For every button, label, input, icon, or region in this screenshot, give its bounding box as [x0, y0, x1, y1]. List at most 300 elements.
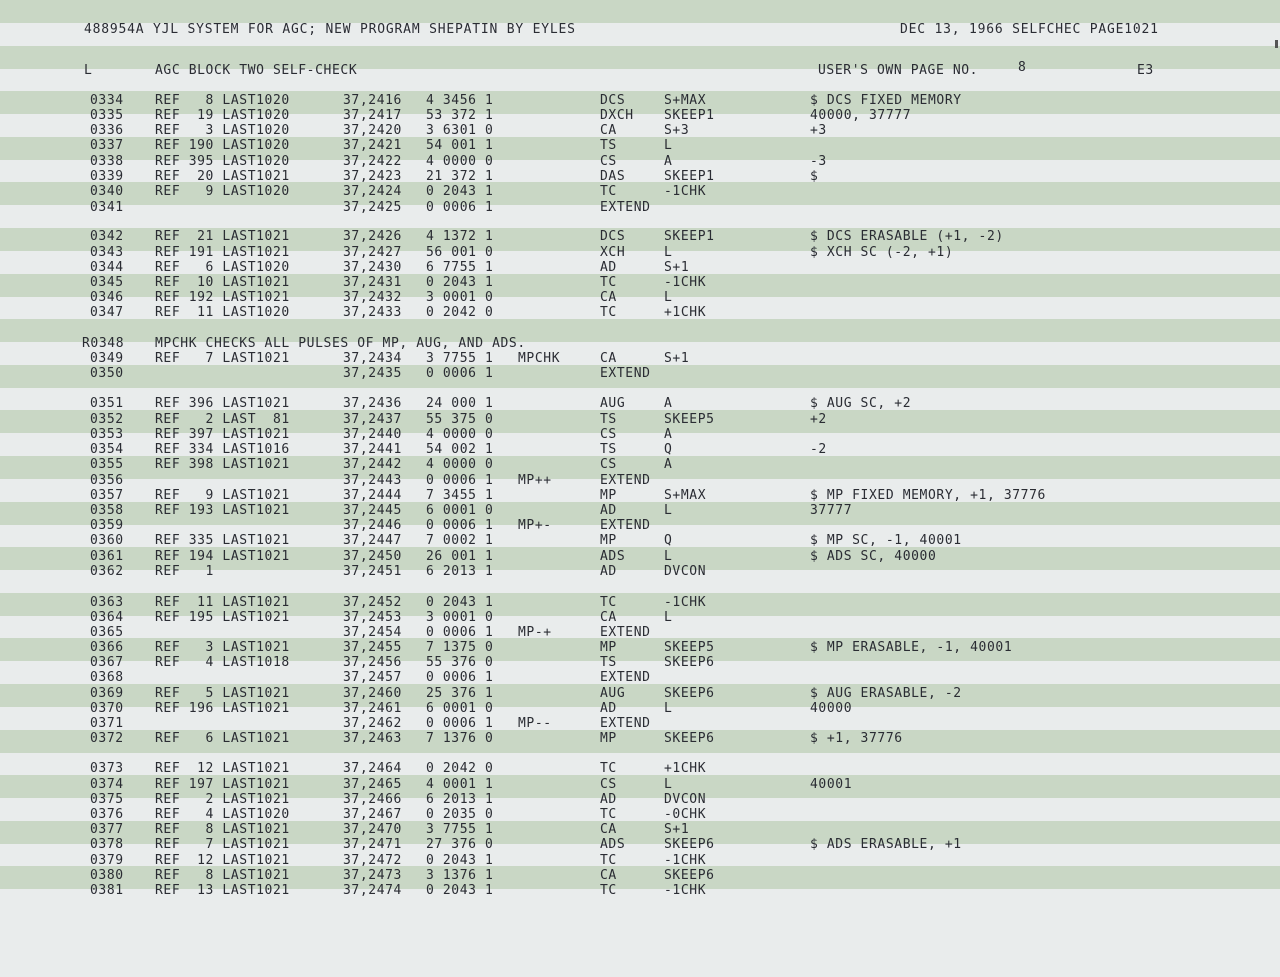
comment: $ AUG SC, +2	[810, 396, 912, 411]
listing-line	[0, 184, 1280, 199]
line-number: 0356	[90, 473, 124, 488]
operand: SKEEP6	[664, 655, 715, 670]
listing-line	[0, 503, 1280, 518]
line-number: 0360	[90, 533, 124, 548]
line-number: 0379	[90, 853, 124, 868]
reference: REF 398 LAST1021	[155, 457, 290, 472]
opcode: DCS	[600, 93, 626, 108]
listing-line	[0, 169, 1280, 184]
comment: +2	[810, 412, 827, 427]
line-number: 0359	[90, 518, 124, 533]
address: 37,2474	[343, 883, 402, 898]
comment: 40000	[810, 701, 853, 716]
comment: $ MP SC, -1, 40001	[810, 533, 962, 548]
address: 37,2443	[343, 473, 402, 488]
address: 37,2447	[343, 533, 402, 548]
octal-code: 0 2043 1	[426, 275, 494, 290]
address: 37,2430	[343, 260, 402, 275]
comment: 40000, 37777	[810, 108, 912, 123]
line-number: 0334	[90, 93, 124, 108]
paper-edge-mark	[1275, 40, 1278, 48]
reference: REF 10 LAST1021	[155, 275, 290, 290]
line-number: 0368	[90, 670, 124, 685]
line-number: 0361	[90, 549, 124, 564]
opcode: CS	[600, 427, 617, 442]
address: 37,2452	[343, 595, 402, 610]
address: 37,2473	[343, 868, 402, 883]
octal-code: 6 0001 0	[426, 701, 494, 716]
operand: A	[664, 427, 673, 442]
line-number: 0350	[90, 366, 124, 381]
opcode: EXTEND	[600, 625, 651, 640]
line-number: 0376	[90, 807, 124, 822]
octal-code: 0 2035 0	[426, 807, 494, 822]
octal-code: 6 2013 1	[426, 792, 494, 807]
reference: REF 8 LAST1020	[155, 93, 290, 108]
listing-line	[0, 200, 1280, 215]
octal-code: 54 002 1	[426, 442, 494, 457]
octal-code: 4 0000 0	[426, 427, 494, 442]
listing-line	[0, 868, 1280, 883]
comment: +3	[810, 123, 827, 138]
octal-code: 27 376 0	[426, 837, 494, 852]
line-number: 0346	[90, 290, 124, 305]
line-number: 0338	[90, 154, 124, 169]
operand: SKEEP1	[664, 229, 715, 244]
line-number: R0348	[82, 336, 125, 351]
opcode: TC	[600, 883, 617, 898]
opcode: EXTEND	[600, 200, 651, 215]
comment: -3	[810, 154, 827, 169]
reference: REF 11 LAST1020	[155, 305, 290, 320]
octal-code: 4 0001 1	[426, 777, 494, 792]
listing-line	[0, 549, 1280, 564]
comment: 37777	[810, 503, 853, 518]
operand: -1CHK	[664, 184, 707, 199]
operand: L	[664, 503, 673, 518]
line-number: 0371	[90, 716, 124, 731]
opcode: TC	[600, 275, 617, 290]
reference: REF 197 LAST1021	[155, 777, 290, 792]
octal-code: 0 0006 1	[426, 625, 494, 640]
operand: SKEEP6	[664, 731, 715, 746]
listing-line	[0, 670, 1280, 685]
address: 37,2456	[343, 655, 402, 670]
comment: $ ADS ERASABLE, +1	[810, 837, 962, 852]
octal-code: 3 0001 0	[426, 290, 494, 305]
reference: REF 7 LAST1021	[155, 351, 290, 366]
listing-line	[0, 655, 1280, 670]
line-number: 0374	[90, 777, 124, 792]
reference: REF 397 LAST1021	[155, 427, 290, 442]
operand: S+1	[664, 351, 690, 366]
line-number: 0380	[90, 868, 124, 883]
octal-code: 0 2042 0	[426, 305, 494, 320]
listing-line	[0, 518, 1280, 533]
line-number: 0378	[90, 837, 124, 852]
opcode: TS	[600, 412, 617, 427]
address: 37,2417	[343, 108, 402, 123]
opcode: ADS	[600, 837, 626, 852]
reference: REF 395 LAST1020	[155, 154, 290, 169]
octal-code: 7 3455 1	[426, 488, 494, 503]
comment: -2	[810, 442, 827, 457]
listing-line	[0, 822, 1280, 837]
operand: S+1	[664, 260, 690, 275]
octal-code: 55 376 0	[426, 655, 494, 670]
listing-line	[0, 686, 1280, 701]
listing-line	[0, 701, 1280, 716]
comment: $ AUG ERASABLE, -2	[810, 686, 962, 701]
reference: REF 193 LAST1021	[155, 503, 290, 518]
operand: -1CHK	[664, 275, 707, 290]
reference: REF 191 LAST1021	[155, 245, 290, 260]
operand: SKEEP5	[664, 412, 715, 427]
listing-line	[0, 427, 1280, 442]
reference: REF 19 LAST1020	[155, 108, 290, 123]
page-code: E3	[1137, 63, 1154, 78]
octal-code: 26 001 1	[426, 549, 494, 564]
operand: SKEEP1	[664, 108, 715, 123]
reference: REF 396 LAST1021	[155, 396, 290, 411]
listing-line	[0, 457, 1280, 472]
address: 37,2471	[343, 837, 402, 852]
operand: A	[664, 396, 673, 411]
line-number: 0367	[90, 655, 124, 670]
listing-line	[0, 792, 1280, 807]
listing-line	[0, 777, 1280, 792]
octal-code: 4 0000 0	[426, 154, 494, 169]
symbol-label: MP++	[518, 473, 552, 488]
address: 37,2416	[343, 93, 402, 108]
address: 37,2435	[343, 366, 402, 381]
operand: A	[664, 154, 673, 169]
address: 37,2423	[343, 169, 402, 184]
operand: A	[664, 457, 673, 472]
octal-code: 7 1375 0	[426, 640, 494, 655]
address: 37,2460	[343, 686, 402, 701]
address: 37,2457	[343, 670, 402, 685]
octal-code: 56 001 0	[426, 245, 494, 260]
operand: S+MAX	[664, 488, 707, 503]
reference: REF 335 LAST1021	[155, 533, 290, 548]
address: 37,2420	[343, 123, 402, 138]
comment: $ MP ERASABLE, -1, 40001	[810, 640, 1013, 655]
opcode: AD	[600, 503, 617, 518]
address: 37,2421	[343, 138, 402, 153]
opcode: TC	[600, 305, 617, 320]
line-number: 0377	[90, 822, 124, 837]
operand: S+3	[664, 123, 690, 138]
octal-code: 3 7755 1	[426, 822, 494, 837]
address: 37,2467	[343, 807, 402, 822]
octal-code: 3 1376 1	[426, 868, 494, 883]
line-number: 0364	[90, 610, 124, 625]
listing-line	[0, 154, 1280, 169]
listing-line	[0, 625, 1280, 640]
line-number: 0351	[90, 396, 124, 411]
header-title: 488954A YJL SYSTEM FOR AGC; NEW PROGRAM SHEPATIN BY EYLES	[84, 22, 576, 37]
address: 37,2431	[343, 275, 402, 290]
opcode: XCH	[600, 245, 626, 260]
reference: REF 12 LAST1021	[155, 853, 290, 868]
address: 37,2464	[343, 761, 402, 776]
line-number: 0381	[90, 883, 124, 898]
line-number: 0341	[90, 200, 124, 215]
reference: REF 334 LAST1016	[155, 442, 290, 457]
address: 37,2462	[343, 716, 402, 731]
octal-code: 0 0006 1	[426, 670, 494, 685]
octal-code: 0 0006 1	[426, 473, 494, 488]
octal-code: 0 0006 1	[426, 518, 494, 533]
operand: L	[664, 549, 673, 564]
operand: L	[664, 245, 673, 260]
opcode: CA	[600, 351, 617, 366]
line-number: 0373	[90, 761, 124, 776]
opcode: AUG	[600, 686, 626, 701]
reference: REF 11 LAST1021	[155, 595, 290, 610]
header-date-page: DEC 13, 1966 SELFCHEC PAGE1021	[900, 22, 1159, 37]
operand: -0CHK	[664, 807, 707, 822]
address: 37,2455	[343, 640, 402, 655]
operand: +1CHK	[664, 305, 707, 320]
opcode: TC	[600, 807, 617, 822]
opcode: EXTEND	[600, 366, 651, 381]
reference: REF 196 LAST1021	[155, 701, 290, 716]
listing-line	[0, 853, 1280, 868]
octal-code: 0 2043 1	[426, 853, 494, 868]
address: 37,2445	[343, 503, 402, 518]
reference: REF 13 LAST1021	[155, 883, 290, 898]
address: 37,2472	[343, 853, 402, 868]
opcode: TC	[600, 595, 617, 610]
line-number: 0353	[90, 427, 124, 442]
comment: $ XCH SC (-2, +1)	[810, 245, 954, 260]
address: 37,2465	[343, 777, 402, 792]
listing-line	[0, 275, 1280, 290]
comment: $	[810, 169, 819, 184]
line-number: 0344	[90, 260, 124, 275]
address: 37,2434	[343, 351, 402, 366]
listing-line	[0, 123, 1280, 138]
opcode: AD	[600, 792, 617, 807]
opcode: AD	[600, 260, 617, 275]
reference: REF 4 LAST1018	[155, 655, 290, 670]
address: 37,2426	[343, 229, 402, 244]
operand: SKEEP5	[664, 640, 715, 655]
line-number: 0372	[90, 731, 124, 746]
line-number: 0337	[90, 138, 124, 153]
listing-line	[0, 837, 1280, 852]
line-number: 0343	[90, 245, 124, 260]
reference: MPCHK CHECKS ALL PULSES OF MP, AUG, AND ADS.	[155, 336, 526, 351]
operand: SKEEP6	[664, 868, 715, 883]
opcode: TS	[600, 442, 617, 457]
listing-line	[0, 610, 1280, 625]
address: 37,2441	[343, 442, 402, 457]
address: 37,2461	[343, 701, 402, 716]
listing-line	[0, 883, 1280, 898]
address: 37,2466	[343, 792, 402, 807]
listing-line	[0, 305, 1280, 320]
operand: SKEEP6	[664, 686, 715, 701]
octal-code: 0 2043 1	[426, 595, 494, 610]
operand: DVCON	[664, 792, 707, 807]
opcode: CA	[600, 610, 617, 625]
comment: $ DCS ERASABLE (+1, -2)	[810, 229, 1004, 244]
octal-code: 54 001 1	[426, 138, 494, 153]
listing-line	[0, 245, 1280, 260]
opcode: EXTEND	[600, 473, 651, 488]
listing-line	[0, 412, 1280, 427]
listing-line	[0, 108, 1280, 123]
operand: L	[664, 138, 673, 153]
line-number: 0352	[90, 412, 124, 427]
user-page-number: 8	[1018, 60, 1027, 75]
section-title: AGC BLOCK TWO SELF-CHECK	[155, 63, 358, 78]
reference: REF 5 LAST1021	[155, 686, 290, 701]
operand: DVCON	[664, 564, 707, 579]
octal-code: 6 7755 1	[426, 260, 494, 275]
line-number: 0370	[90, 701, 124, 716]
line-number: 0358	[90, 503, 124, 518]
octal-code: 7 1376 0	[426, 731, 494, 746]
address: 37,2453	[343, 610, 402, 625]
operand: Q	[664, 442, 673, 457]
octal-code: 53 372 1	[426, 108, 494, 123]
line-number: 0362	[90, 564, 124, 579]
opcode: DXCH	[600, 108, 634, 123]
reference: REF 192 LAST1021	[155, 290, 290, 305]
opcode: EXTEND	[600, 670, 651, 685]
symbol-label: MPCHK	[518, 351, 561, 366]
octal-code: 3 7755 1	[426, 351, 494, 366]
listing-line	[0, 351, 1280, 366]
opcode: TC	[600, 184, 617, 199]
listing-line	[0, 533, 1280, 548]
listing-line	[0, 595, 1280, 610]
address: 37,2436	[343, 396, 402, 411]
address: 37,2422	[343, 154, 402, 169]
line-number: 0357	[90, 488, 124, 503]
reference: REF 4 LAST1020	[155, 807, 290, 822]
listing-line	[0, 138, 1280, 153]
listing-line	[0, 640, 1280, 655]
operand: L	[664, 290, 673, 305]
opcode: ADS	[600, 549, 626, 564]
symbol-label: MP--	[518, 716, 552, 731]
octal-code: 6 2013 1	[426, 564, 494, 579]
opcode: CS	[600, 777, 617, 792]
opcode: DCS	[600, 229, 626, 244]
listing-line	[0, 396, 1280, 411]
paper-stripe	[0, 0, 1280, 23]
operand: S+1	[664, 822, 690, 837]
listing-line	[0, 473, 1280, 488]
octal-code: 24 000 1	[426, 396, 494, 411]
reference: REF 8 LAST1021	[155, 868, 290, 883]
operand: -1CHK	[664, 883, 707, 898]
listing-line	[0, 366, 1280, 381]
listing-line	[0, 93, 1280, 108]
octal-code: 7 0002 1	[426, 533, 494, 548]
reference: REF 9 LAST1020	[155, 184, 290, 199]
reference: REF 3 LAST1020	[155, 123, 290, 138]
comment: 40001	[810, 777, 853, 792]
line-number: 0369	[90, 686, 124, 701]
opcode: CS	[600, 457, 617, 472]
line-number: 0342	[90, 229, 124, 244]
octal-code: 3 6301 0	[426, 123, 494, 138]
opcode: TS	[600, 655, 617, 670]
line-number: 0347	[90, 305, 124, 320]
opcode: CA	[600, 822, 617, 837]
octal-code: 0 0006 1	[426, 366, 494, 381]
address: 37,2442	[343, 457, 402, 472]
opcode: MP	[600, 488, 617, 503]
symbol-label: MP-+	[518, 625, 552, 640]
listing-line	[0, 564, 1280, 579]
opcode: TC	[600, 761, 617, 776]
opcode: AUG	[600, 396, 626, 411]
address: 37,2432	[343, 290, 402, 305]
reference: REF 21 LAST1021	[155, 229, 290, 244]
line-number: 0363	[90, 595, 124, 610]
reference: REF 6 LAST1020	[155, 260, 290, 275]
comment: $ DCS FIXED MEMORY	[810, 93, 962, 108]
opcode: CS	[600, 154, 617, 169]
octal-code: 3 0001 0	[426, 610, 494, 625]
opcode: EXTEND	[600, 518, 651, 533]
line-number: 0349	[90, 351, 124, 366]
reference: REF 9 LAST1021	[155, 488, 290, 503]
operand: L	[664, 610, 673, 625]
octal-code: 6 0001 0	[426, 503, 494, 518]
octal-code: 21 372 1	[426, 169, 494, 184]
listing-line	[0, 290, 1280, 305]
address: 37,2446	[343, 518, 402, 533]
line-number: 0339	[90, 169, 124, 184]
comment: $ MP FIXED MEMORY, +1, 37776	[810, 488, 1046, 503]
line-number: 0366	[90, 640, 124, 655]
comment: $ ADS SC, 40000	[810, 549, 937, 564]
listing-line	[0, 229, 1280, 244]
listing-line	[0, 731, 1280, 746]
operand: +1CHK	[664, 761, 707, 776]
operand: SKEEP6	[664, 837, 715, 852]
reference: REF 12 LAST1021	[155, 761, 290, 776]
octal-code: 0 2043 1	[426, 184, 494, 199]
address: 37,2424	[343, 184, 402, 199]
opcode: TS	[600, 138, 617, 153]
reference: REF 2 LAST 81	[155, 412, 290, 427]
line-number: 0375	[90, 792, 124, 807]
reference: REF 8 LAST1021	[155, 822, 290, 837]
line-number: 0345	[90, 275, 124, 290]
operand: L	[664, 777, 673, 792]
octal-code: 0 0006 1	[426, 716, 494, 731]
operand: SKEEP1	[664, 169, 715, 184]
opcode: AD	[600, 701, 617, 716]
line-number: 0365	[90, 625, 124, 640]
opcode: CA	[600, 290, 617, 305]
listing-line	[0, 761, 1280, 776]
address: 37,2437	[343, 412, 402, 427]
octal-code: 4 0000 0	[426, 457, 494, 472]
listing-line	[0, 336, 1280, 351]
reference: REF 1	[155, 564, 214, 579]
address: 37,2451	[343, 564, 402, 579]
